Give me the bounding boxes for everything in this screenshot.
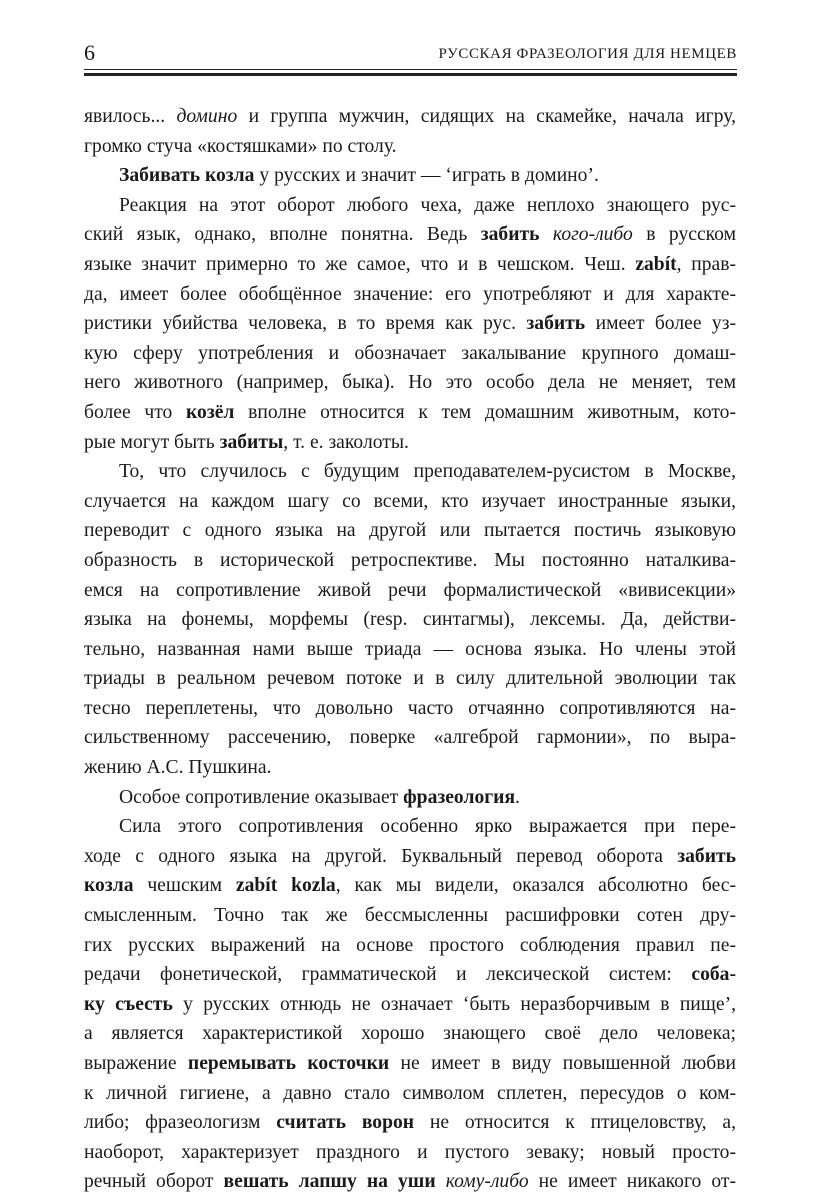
- text-line: [84, 220, 736, 250]
- text-run: и группа мужчин, сидящих на скамейке, начала игру,: [237, 106, 736, 127]
- text-run: триады в реальном речевом потоке и в силу длительной эволюции так: [84, 668, 736, 690]
- text-line: [84, 487, 736, 517]
- text-run: .: [515, 786, 520, 808]
- text-run: не имеет в виду повышенной любви: [389, 1053, 737, 1074]
- italic-term: кому-либо: [445, 1171, 529, 1193]
- text-run: у русских отнюдь не означает ‘быть неразборчивым в пище’,: [172, 993, 736, 1015]
- bold-term: козёл: [186, 401, 235, 423]
- text-run: имеет более уз-: [585, 313, 736, 335]
- text-line: [84, 842, 736, 872]
- text-line: [84, 516, 736, 546]
- text-run: , т. е. заколоты.: [283, 431, 409, 453]
- text-line: [84, 871, 736, 901]
- text-run: тесно переплетены, что довольно часто отчаянно сопротивляются на-: [84, 697, 736, 719]
- text-run: речный оборот: [84, 1171, 224, 1193]
- text-line: [84, 1108, 736, 1138]
- text-line: [84, 960, 736, 990]
- text-line: [84, 753, 736, 783]
- italic-term: домино: [176, 106, 238, 127]
- text-line: [84, 102, 736, 132]
- text-run: ский язык, однако, вполне понятна. Ведь: [84, 224, 481, 246]
- text-run: тельно, названная нами выше триада — основа языка. Но члены этой: [84, 638, 736, 660]
- bold-term: забить: [526, 313, 586, 335]
- text-line: [84, 931, 736, 961]
- text-line: [84, 161, 736, 191]
- text-run: редачи фонетической, грамматической и лексической систем:: [84, 964, 692, 986]
- bold-term: забить: [480, 224, 540, 246]
- body-text: [84, 102, 736, 1197]
- text-run: языка на фонемы, морфемы (resp. синтагмы), лексемы. Да, действи-: [84, 609, 736, 631]
- text-line: [84, 1167, 736, 1197]
- bold-term: забить: [677, 845, 736, 867]
- bold-term: фразеология: [403, 786, 516, 808]
- text-run: либо; фразеологизм: [84, 1112, 277, 1134]
- text-run: случается на каждом шагу со всеми, кто изучает иностранные языки,: [84, 490, 736, 512]
- text-run: у русских и значит — ‘играть в домино’.: [254, 165, 599, 187]
- text-run: жению А.С. Пушкина.: [84, 757, 272, 779]
- bold-term: zabít: [635, 253, 677, 275]
- bold-term: Забивать козла: [119, 165, 255, 187]
- text-run: ходе с одного языка на другой. Буквальный перевод оборота: [84, 845, 678, 867]
- bold-term: вешать лапшу на уши: [223, 1171, 436, 1193]
- text-run: да, имеет более обобщённое значение: его употребляют и для характе-: [84, 283, 736, 305]
- text-line: [84, 723, 736, 753]
- text-line: [84, 605, 736, 635]
- text-run: Особое сопротивление оказывает: [119, 786, 404, 808]
- text-line: [84, 309, 736, 339]
- text-run: чешским: [133, 875, 236, 897]
- text-line: [84, 576, 736, 606]
- bold-term: считать ворон: [276, 1112, 415, 1134]
- text-run: То, что случилось с будущим преподавателем-русистом в Москве,: [119, 461, 736, 483]
- text-line: [84, 339, 736, 369]
- text-run: к личной гигиене, а давно стало символом сплетен, пересудов о ком-: [84, 1082, 736, 1104]
- text-run: него животного (например, быка). Но это особо дела не меняет, тем: [84, 372, 736, 394]
- text-run: гих русских выражений на основе простого соблюдения правил пе-: [84, 934, 736, 956]
- text-run: более что: [84, 401, 187, 423]
- page-number: 6: [84, 40, 95, 65]
- running-title: РУССКАЯ ФРАЗЕОЛОГИЯ ДЛЯ НЕМЦЕВ: [438, 46, 737, 62]
- bold-term: соба-: [691, 964, 736, 986]
- text-line: [84, 990, 736, 1020]
- text-run: а является характеристикой хорошо знающего своё дело человека;: [84, 1023, 736, 1045]
- text-line: [84, 1049, 736, 1079]
- italic-term: кого-либо: [552, 224, 633, 246]
- text-run: Сила этого сопротивления особенно ярко выражается при пере-: [119, 816, 736, 838]
- bold-term: забиты: [219, 431, 284, 453]
- bold-term: козла: [84, 875, 134, 897]
- text-run: рые могут быть: [84, 431, 220, 453]
- text-line: [84, 250, 736, 280]
- text-run: смысленным. Точно так же бессмысленны расшифровки сотен дру-: [84, 905, 736, 927]
- text-run: Реакция на этот оборот любого чеха, даже неплохо знающего рус-: [119, 194, 736, 216]
- text-run: [539, 224, 552, 245]
- text-line: [84, 428, 736, 458]
- text-line: [84, 280, 736, 310]
- text-line: [84, 546, 736, 576]
- text-run: , прав-: [676, 253, 736, 275]
- text-line: [84, 635, 736, 665]
- text-line: [84, 398, 736, 428]
- bold-term: ку съесть: [84, 993, 173, 1015]
- text-line: [84, 457, 736, 487]
- text-run: сильственному рассечению, поверке «алгеброй гармонии», по выра-: [84, 727, 736, 749]
- bold-term: zabít kozla: [235, 875, 336, 897]
- text-run: громко стуча «костяшками» по столу.: [84, 135, 397, 157]
- header-rule-thin: [84, 69, 737, 70]
- text-line: [84, 1019, 736, 1049]
- text-line: [84, 812, 736, 842]
- text-run: явилось...: [84, 106, 177, 127]
- text-run: кую сферу употребления и обозначает закалывание крупного домаш-: [84, 342, 736, 364]
- text-run: ристики убийства человека, в то время как рус.: [84, 313, 527, 335]
- text-run: образность в исторической ретроспективе. Мы постоянно наталкива-: [84, 549, 736, 571]
- text-line: [84, 783, 736, 813]
- text-run: наоборот, характеризует праздного и пустого зеваку; новый просто-: [84, 1141, 736, 1163]
- text-line: [84, 664, 736, 694]
- text-line: [84, 191, 736, 221]
- text-line: [84, 1138, 736, 1168]
- text-run: выражение: [84, 1053, 188, 1074]
- text-run: вполне относится к тем домашним животным, кото-: [234, 401, 736, 423]
- text-run: емся на сопротивление живой речи формалистической «вивисекции»: [84, 579, 736, 601]
- text-line: [84, 901, 736, 931]
- text-line: [84, 1079, 736, 1109]
- bold-term: перемывать косточки: [187, 1053, 390, 1074]
- text-run: не имеет никакого от-: [528, 1171, 736, 1193]
- text-run: языке значит примерно то же самое, что и в чешском. Чеш.: [84, 253, 636, 275]
- text-line: [84, 694, 736, 724]
- text-run: , как мы видели, оказался абсолютно бес-: [335, 875, 736, 897]
- text-run: не относится к птицеловству, а,: [414, 1112, 736, 1134]
- text-run: в русском: [632, 224, 736, 246]
- text-run: переводит с одного языка на другой или пытается постичь языковую: [84, 520, 736, 542]
- text-line: [84, 368, 736, 398]
- text-line: [84, 132, 736, 162]
- header-rule-thick: [84, 73, 737, 76]
